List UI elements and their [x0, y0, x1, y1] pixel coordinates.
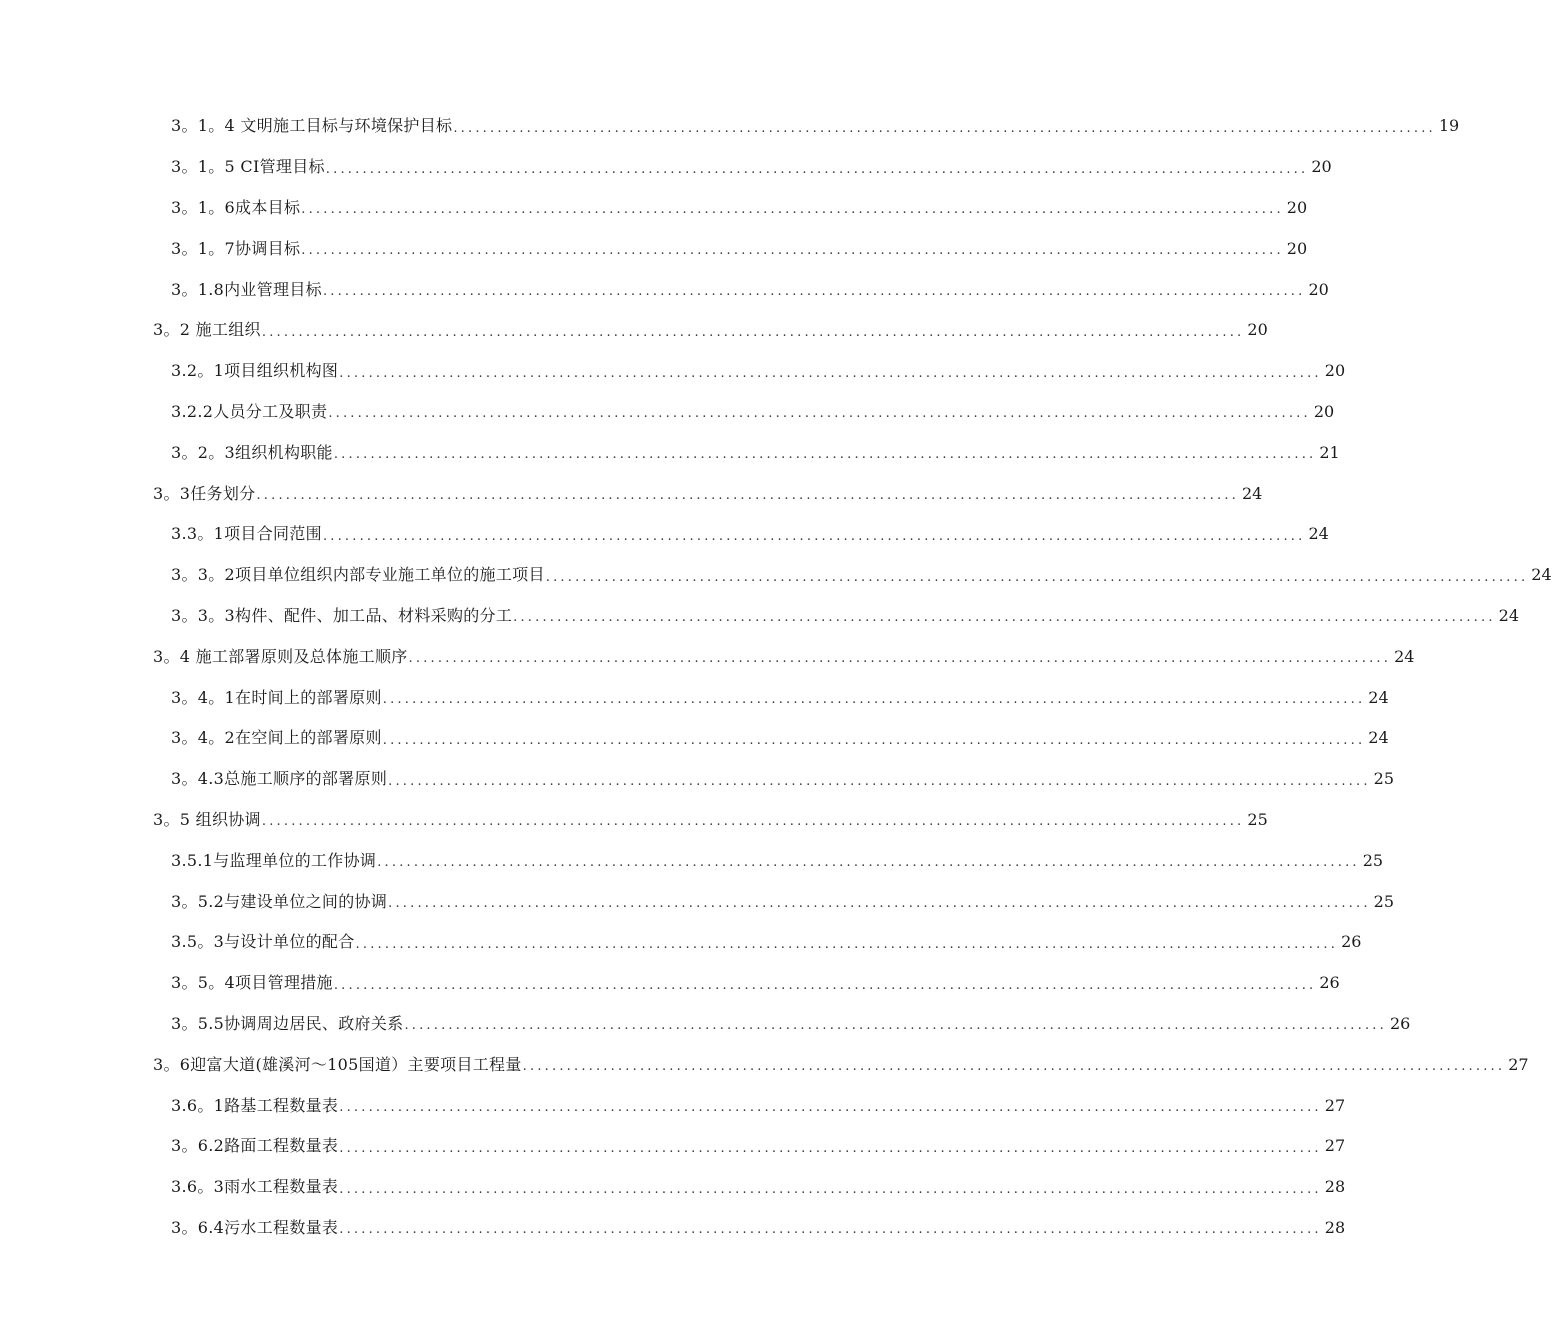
- toc-page-number: 20: [1313, 401, 1335, 421]
- toc-page-number: 25: [1373, 769, 1395, 789]
- toc-page-number: 24: [1242, 483, 1263, 503]
- toc-entry-title: 3。4。1在时间上的部署原则: [171, 687, 382, 707]
- toc-entry-title: 3。5.2与建设单位之间的协调: [171, 891, 388, 911]
- toc-entry[interactable]: [0, 269, 1329, 310]
- toc-dot-leader: ......................................................................................................................................: [328, 406, 1311, 422]
- toc-entry-title: 3。4.3总施工顺序的部署原则: [171, 769, 388, 789]
- toc-dot-leader: ......................................................................................................................................: [333, 977, 1317, 993]
- toc-entry-title: 3.3。1项目合同范围: [171, 524, 322, 544]
- toc-page-number: 20: [1324, 361, 1346, 381]
- toc-entry-title: 3。5。4项目管理措施: [171, 973, 333, 993]
- toc-dot-leader: ......................................................................................................................................: [301, 243, 1284, 259]
- toc-entry[interactable]: [0, 432, 1340, 473]
- toc-dot-leader: ......................................................................................................................................: [408, 651, 1392, 667]
- toc-page-number: 20: [1311, 157, 1332, 177]
- toc-entry-title: 3。1。4 文明施工目标与环境保护目标: [171, 116, 453, 136]
- toc-dot-leader: ......................................................................................................................................: [404, 1018, 1387, 1034]
- toc-entry[interactable]: [0, 1085, 1346, 1126]
- toc-entry-title: 3.2。1项目组织机构图: [171, 361, 339, 381]
- toc-entry[interactable]: [0, 596, 1520, 637]
- toc-entry-title: 3。6迎富大道(雄溪河～105国道）主要项目工程量: [153, 1054, 522, 1074]
- toc-dot-leader: ......................................................................................................................................: [261, 814, 1245, 830]
- toc-page-number: 20: [1308, 279, 1329, 299]
- toc-dot-leader: ......................................................................................................................................: [325, 161, 1309, 177]
- toc-entry[interactable]: [0, 514, 1329, 555]
- toc-entry-title: 3。1。5 CI管理目标: [171, 157, 325, 177]
- toc-entry[interactable]: [0, 1167, 1346, 1208]
- toc-entry[interactable]: [0, 473, 1263, 514]
- table-of-contents: [0, 106, 1552, 1248]
- toc-page-number: 20: [1247, 320, 1268, 340]
- toc-entry[interactable]: [0, 310, 1268, 351]
- toc-entry-title: 3。2。3组织机构职能: [171, 442, 333, 462]
- toc-entry[interactable]: [0, 392, 1335, 433]
- toc-dot-leader: ......................................................................................................................................: [355, 936, 1339, 952]
- toc-page-number: 24: [1498, 605, 1520, 625]
- toc-entry[interactable]: [0, 677, 1389, 718]
- toc-entry-title: 3。1.8内业管理目标: [171, 279, 322, 299]
- toc-page-number: 24: [1308, 524, 1329, 544]
- toc-page-number: 26: [1319, 973, 1340, 993]
- toc-dot-leader: ......................................................................................................................................: [382, 691, 1366, 707]
- toc-dot-leader: ......................................................................................................................................: [382, 732, 1366, 748]
- toc-page-number: 24: [1368, 728, 1389, 748]
- toc-entry[interactable]: [0, 881, 1395, 922]
- toc-entry[interactable]: [0, 1208, 1346, 1249]
- toc-dot-leader: ......................................................................................................................................: [388, 895, 1371, 911]
- toc-dot-leader: ......................................................................................................................................: [545, 569, 1529, 585]
- toc-entry[interactable]: [0, 188, 1308, 229]
- toc-entry[interactable]: [0, 1126, 1346, 1167]
- toc-entry[interactable]: [0, 636, 1415, 677]
- toc-entry-title: 3。1。6成本目标: [171, 197, 301, 217]
- toc-page-number: 19: [1438, 116, 1460, 136]
- toc-page-number: 24: [1531, 565, 1552, 585]
- toc-entry[interactable]: [0, 800, 1268, 841]
- toc-page-number: 26: [1341, 932, 1362, 952]
- toc-page-number: 20: [1286, 238, 1308, 258]
- toc-entry[interactable]: [0, 147, 1332, 188]
- toc-entry-title: 3.6。1路基工程数量表: [171, 1095, 339, 1115]
- toc-page-number: 26: [1389, 1013, 1411, 1033]
- toc-entry[interactable]: [0, 840, 1384, 881]
- toc-page-number: 27: [1324, 1095, 1346, 1115]
- toc-page-number: 25: [1362, 850, 1384, 870]
- toc-entry[interactable]: [0, 555, 1552, 596]
- toc-dot-leader: ......................................................................................................................................: [339, 1222, 1322, 1238]
- toc-entry-title: 3。2 施工组织: [153, 320, 261, 340]
- toc-page-number: 24: [1394, 646, 1415, 666]
- toc-dot-leader: ......................................................................................................................................: [513, 610, 1496, 626]
- toc-dot-leader: ......................................................................................................................................: [339, 1099, 1322, 1115]
- toc-entry[interactable]: [0, 718, 1389, 759]
- toc-entry-title: 3.6。3雨水工程数量表: [171, 1177, 339, 1197]
- toc-entry[interactable]: [0, 228, 1308, 269]
- toc-dot-leader: ......................................................................................................................................: [301, 202, 1284, 218]
- toc-entry[interactable]: [0, 963, 1340, 1004]
- toc-entry-title: 3。4 施工部署原则及总体施工顺序: [153, 646, 408, 666]
- toc-entry-title: 3.5。3与设计单位的配合: [171, 932, 355, 952]
- toc-entry-title: 3。4。2在空间上的部署原则: [171, 728, 382, 748]
- toc-entry-title: 3。5.5协调周边居民、政府关系: [171, 1013, 404, 1033]
- toc-entry-title: 3.2.2人员分工及职责: [171, 401, 328, 421]
- toc-dot-leader: ......................................................................................................................................: [261, 324, 1245, 340]
- toc-entry-title: 3。1。7协调目标: [171, 238, 301, 258]
- toc-page-number: 21: [1319, 442, 1340, 462]
- toc-entry[interactable]: [0, 351, 1346, 392]
- toc-dot-leader: ......................................................................................................................................: [339, 365, 1322, 381]
- toc-entry-title: 3.5.1与监理单位的工作协调: [171, 850, 377, 870]
- toc-entry-title: 3。6.4污水工程数量表: [171, 1217, 339, 1237]
- toc-entry-title: 3。3。3构件、配件、加工品、材料采购的分工: [171, 605, 513, 625]
- toc-page-number: 27: [1508, 1054, 1529, 1074]
- toc-dot-leader: ......................................................................................................................................: [377, 855, 1360, 871]
- toc-dot-leader: ......................................................................................................................................: [339, 1181, 1322, 1197]
- toc-dot-leader: ......................................................................................................................................: [256, 487, 1239, 503]
- toc-page-number: 20: [1286, 197, 1308, 217]
- toc-page-number: 25: [1373, 891, 1395, 911]
- toc-entry[interactable]: [0, 106, 1460, 147]
- toc-dot-leader: ......................................................................................................................................: [453, 120, 1436, 136]
- toc-dot-leader: ......................................................................................................................................: [322, 528, 1306, 544]
- toc-dot-leader: ......................................................................................................................................: [522, 1059, 1506, 1075]
- toc-entry[interactable]: [0, 759, 1395, 800]
- toc-entry[interactable]: [0, 922, 1362, 963]
- toc-page-number: 24: [1368, 687, 1389, 707]
- toc-page-number: 25: [1247, 809, 1268, 829]
- toc-dot-leader: ......................................................................................................................................: [388, 773, 1371, 789]
- toc-entry[interactable]: [0, 1044, 1529, 1085]
- toc-dot-leader: ......................................................................................................................................: [322, 283, 1306, 299]
- toc-page-number: 28: [1324, 1217, 1346, 1237]
- toc-page-number: 28: [1324, 1177, 1346, 1197]
- toc-dot-leader: ......................................................................................................................................: [339, 1140, 1322, 1156]
- toc-page-number: 27: [1324, 1136, 1346, 1156]
- toc-entry[interactable]: [0, 1004, 1411, 1045]
- toc-dot-leader: ......................................................................................................................................: [333, 447, 1317, 463]
- toc-entry-title: 3。3。2项目单位组织内部专业施工单位的施工项目: [171, 565, 545, 585]
- toc-entry-title: 3。6.2路面工程数量表: [171, 1136, 339, 1156]
- toc-entry-title: 3。3任务划分: [153, 483, 256, 503]
- toc-entry-title: 3。5 组织协调: [153, 809, 261, 829]
